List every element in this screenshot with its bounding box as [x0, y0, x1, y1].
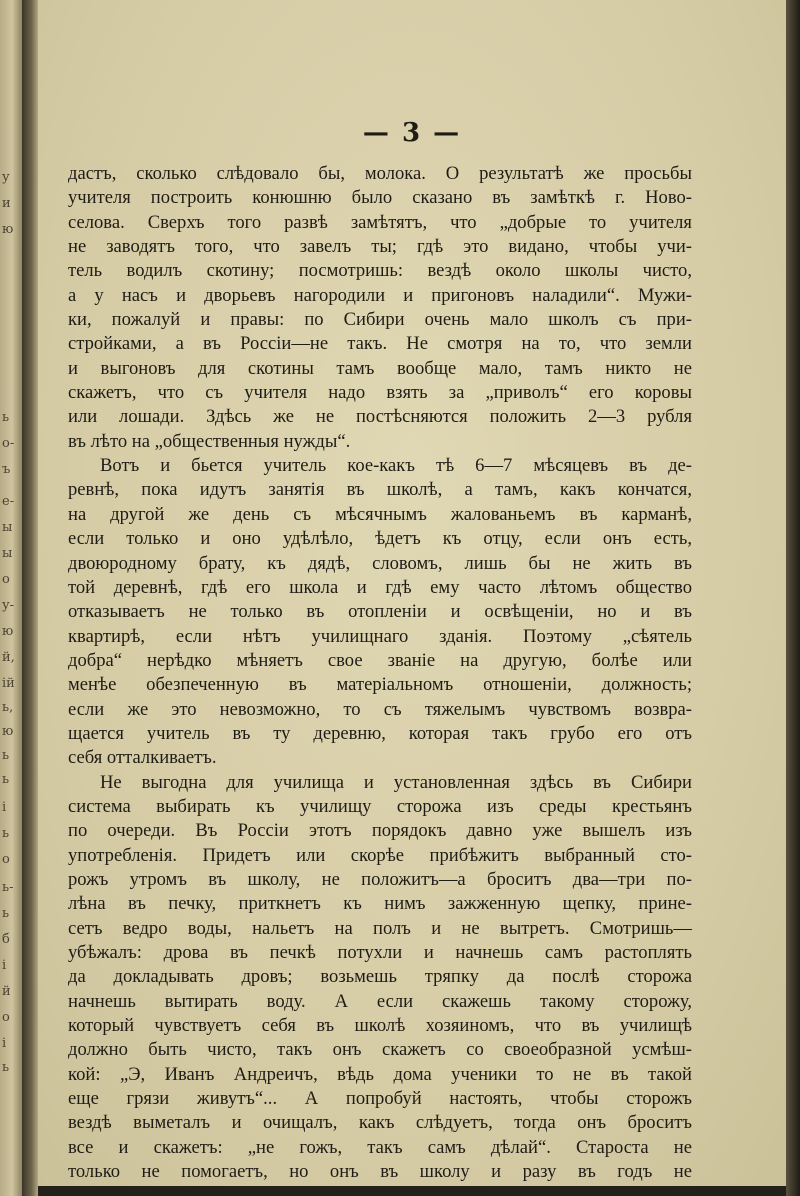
text-line: должно быть чисто, такъ онъ скажетъ со своеобразной усмѣш-: [68, 1039, 692, 1061]
previous-page-fragment: б: [2, 932, 10, 947]
previous-page-fragment: й,: [2, 650, 15, 665]
text-line: менѣе обезпеченную въ матеріальномъ отношеніи, должность;: [68, 674, 692, 696]
text-line: въ лѣто на „общественныя нужды“.: [68, 430, 351, 452]
previous-page-fragment: ю: [2, 724, 14, 739]
previous-page-fragment: ы: [2, 546, 13, 561]
previous-page-fragment: ю: [2, 624, 14, 639]
text-line: если только и оно удѣлѣло, ѣдетъ къ отцу, если онъ есть,: [68, 528, 692, 550]
previous-page-fragment: ь: [2, 906, 10, 921]
text-line: ки, пожалуй и правы: по Сибири очень мало школъ съ при-: [68, 309, 692, 331]
text-line: который чувствуетъ себя въ школѣ хозяиномъ, что въ училищѣ: [68, 1015, 692, 1037]
previous-page-fragment: ь,: [2, 700, 14, 715]
text-line: начнешь вытирать воду. А если скажешь такому сторожу,: [68, 990, 692, 1012]
previous-page-fragment: ь: [2, 826, 10, 841]
text-line: щается учитель въ ту деревню, которая такъ грубо его отъ: [68, 722, 692, 744]
previous-page-fragment: у-: [2, 598, 15, 613]
previous-page-fragment: і: [2, 800, 7, 815]
text-line: Не выгодна для училища и установленная здѣсь въ Сибири: [100, 771, 692, 793]
previous-page-fragment: і: [2, 958, 7, 973]
previous-page-fragment: і: [2, 1036, 7, 1051]
text-line: по очереди. Въ Россіи этотъ порядокъ давно уже вышелъ изъ: [68, 820, 692, 842]
text-line: добра“ нерѣдко мѣняетъ свое званіе на другую, болѣе или: [68, 649, 692, 671]
previous-page-fragment: ь: [2, 1060, 10, 1075]
text-line: сетъ ведро воды, нальетъ на полъ и не вытретъ. Смотришь—: [68, 917, 692, 939]
text-line: учителя построить конюшню было сказано въ замѣткѣ г. Ново-: [68, 187, 692, 209]
text-line: да докладывать дровъ; возьмешь тряпку да послѣ сторожа: [68, 966, 692, 988]
previous-page-fragment: ь-: [2, 880, 14, 895]
text-line: той деревнѣ, гдѣ его школа и гдѣ ему часто лѣтомъ общество: [68, 576, 692, 598]
text-line: на другой же день съ мѣсячнымъ жалованьемъ въ карманѣ,: [68, 503, 692, 525]
book-gutter: [22, 0, 38, 1196]
previous-page-fragment: о-: [2, 436, 15, 451]
scan-bottom-edge: [38, 1186, 786, 1196]
text-line: себя отталкиваетъ.: [68, 747, 217, 769]
text-line: скажетъ, что съ учителя надо взять за „приволъ“ его коровы: [68, 382, 692, 404]
text-line: отказываетъ не только въ отопленіи и освѣщеніи, но и въ: [68, 601, 692, 623]
text-line: тель водилъ скотину; посмотришь: вездѣ около школы чисто,: [68, 260, 692, 282]
previous-page-fragment: у: [2, 170, 10, 185]
text-line: если же это невозможно, то съ тяжелымъ чувствомъ возвра-: [68, 698, 692, 720]
previous-page-fragment: ъ: [2, 462, 11, 477]
text-line: вездѣ выметалъ и очищалъ, какъ слѣдуетъ, тогда онъ броситъ: [68, 1112, 692, 1134]
previous-page-fragment: ы: [2, 520, 13, 535]
text-line: все и скажетъ: „не гожъ, такъ самъ дѣлай“. Староста не: [68, 1136, 692, 1158]
previous-page-edge: [0, 0, 22, 1196]
previous-page-fragment: й: [2, 984, 11, 999]
text-line: рожъ утромъ въ школу, не положитъ—а броситъ два—три по-: [68, 868, 692, 890]
text-line: только не помогаетъ, но онъ въ школу и разу въ годъ не: [68, 1161, 692, 1183]
scan-right-edge: [786, 0, 800, 1196]
previous-page-fragment: ій: [2, 676, 15, 691]
page-number: — 3 —: [362, 118, 462, 148]
text-line: система выбирать къ училищу сторожа изъ среды крестьянъ: [68, 795, 692, 817]
book-page: [38, 0, 786, 1186]
previous-page-fragment: о: [2, 1010, 10, 1025]
previous-page-fragment: о: [2, 852, 10, 867]
text-line: не заводятъ того, что завелъ ты; гдѣ это видано, чтобы учи-: [68, 236, 692, 258]
text-line: квартирѣ, если нѣтъ училищнаго зданія. Поэтому „сѣятель: [68, 625, 692, 647]
text-line: кой: „Э, Иванъ Андреичъ, вѣдь дома ученики то не въ такой: [68, 1063, 692, 1085]
previous-page-fragment: ь: [2, 748, 10, 763]
text-line: употребленія. Придетъ или скорѣе прибѣжитъ выбранный сто-: [68, 844, 692, 866]
previous-page-fragment: ь: [2, 410, 10, 425]
previous-page-fragment: и: [2, 196, 11, 211]
previous-page-fragment: ь: [2, 772, 10, 787]
text-line: лѣна въ печку, приткнетъ къ нимъ зажженную щепку, прине-: [68, 893, 692, 915]
text-line: ревнѣ, пока идутъ занятія въ школѣ, а тамъ, какъ кончатся,: [68, 479, 692, 501]
previous-page-fragment: ю: [2, 222, 14, 237]
text-line: а у насъ и дворьевъ нагородили и пригоновъ наладили“. Мужи-: [68, 284, 692, 306]
text-line: или лошади. Здѣсь же не постѣсняются положить 2—3 рубля: [68, 406, 692, 428]
text-line: селова. Сверхъ того развѣ замѣтятъ, что „добрые то учителя: [68, 211, 692, 233]
text-line: и выгоновъ для скотины тамъ вообще мало, тамъ никто не: [68, 357, 692, 379]
text-line: стройками, а въ Россіи—не такъ. Не смотря на то, что земли: [68, 333, 692, 355]
previous-page-fragment: о: [2, 572, 10, 587]
page-text: [68, 162, 692, 1184]
text-line: Вотъ и бьется учитель кое-какъ тѣ 6—7 мѣсяцевъ въ де-: [100, 455, 692, 477]
previous-page-fragment: е-: [2, 494, 15, 509]
text-line: еще грязи живутъ“... А попробуй настоять, чтобы сторожъ: [68, 1088, 692, 1110]
text-line: убѣжалъ: дрова въ печкѣ потухли и начнешь самъ растоплять: [68, 942, 692, 963]
text-line: дастъ, сколько слѣдовало бы, молока. О результатѣ же просьбы: [68, 163, 692, 184]
text-line: двоюродному брату, къ дядѣ, словомъ, лишь бы не жить въ: [68, 552, 692, 574]
